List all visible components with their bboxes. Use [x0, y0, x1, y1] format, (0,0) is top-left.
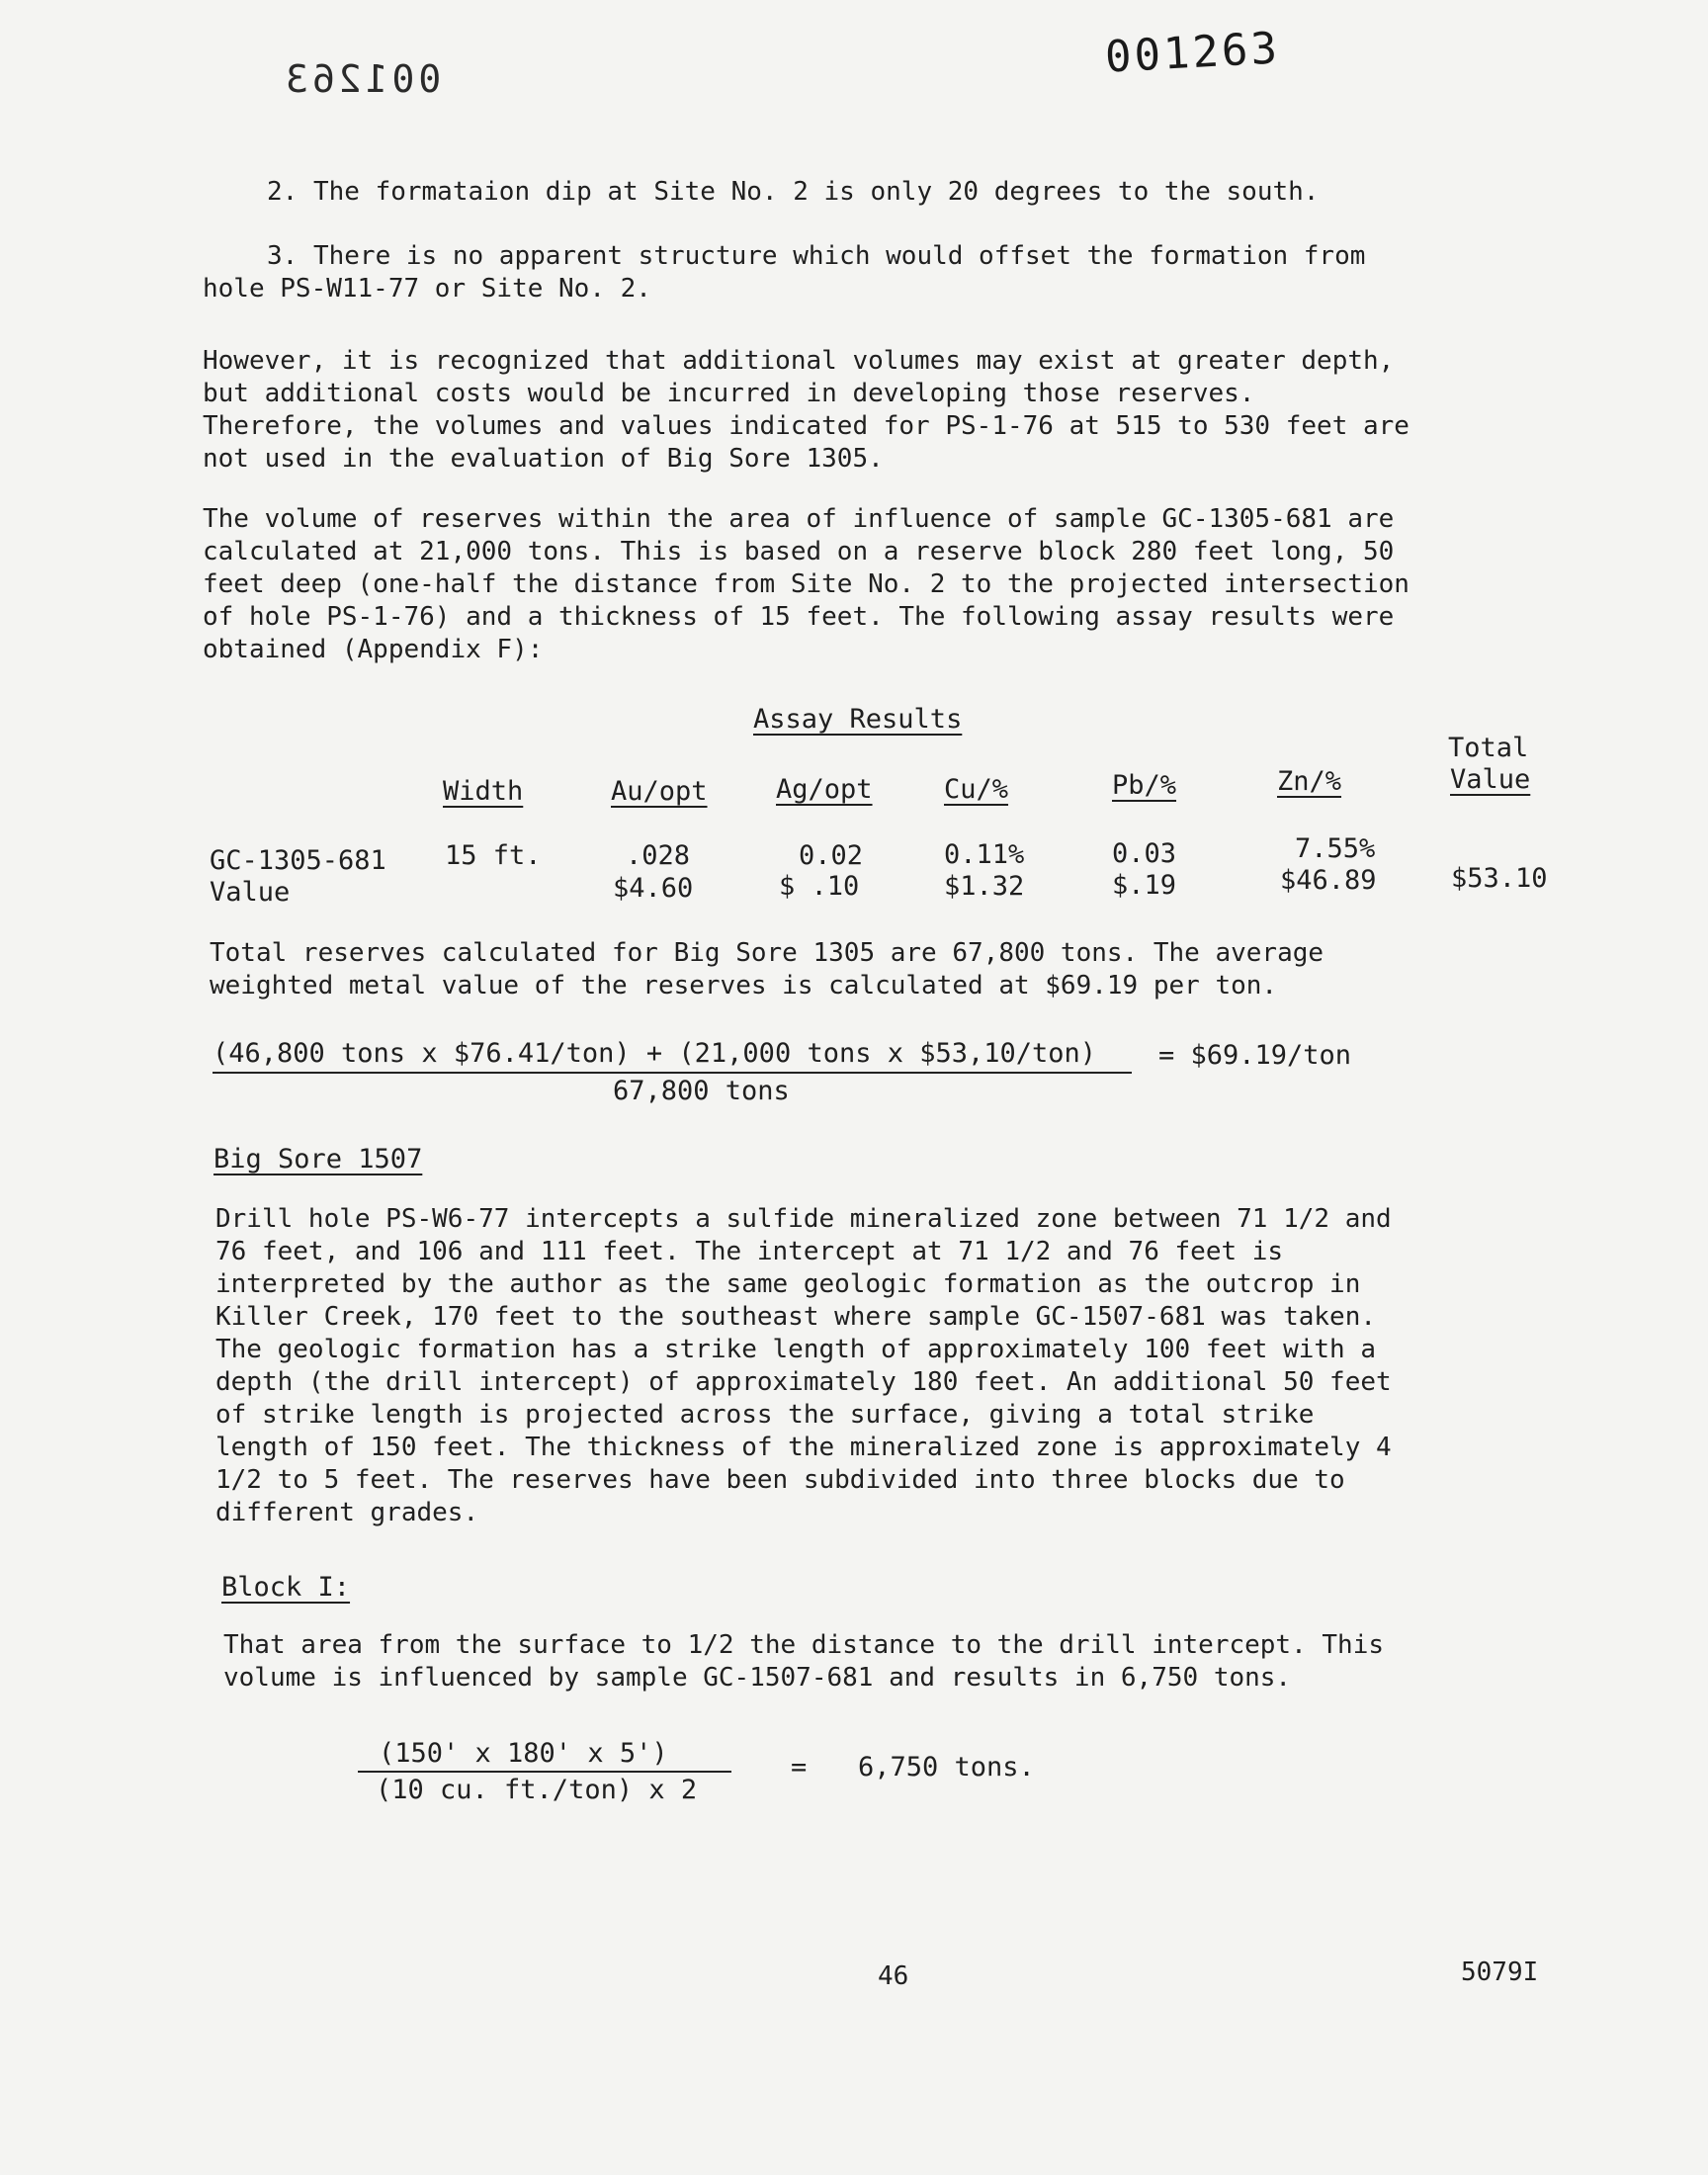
formula2-result: 6,750 tons.: [858, 1752, 1035, 1783]
text-line: Killer Creek, 170 feet to the southeast where sample GC-1507-681 was taken.: [215, 1302, 1376, 1332]
text-line: The volume of reserves within the area of influence of sample GC-1305-681 are: [203, 504, 1395, 534]
cell-ag: 0.02: [799, 840, 864, 871]
document-code: 5079I: [1461, 1958, 1539, 1987]
cell-width: 15 ft.: [445, 840, 542, 871]
text-line: The geologic formation has a strike length of approximately 100 feet with a: [215, 1335, 1376, 1364]
page-number: 46: [878, 1961, 909, 1991]
cell-au: $4.60: [613, 873, 694, 904]
text-line: depth (the drill intercept) of approximately 180 feet. An additional 50 feet: [215, 1367, 1392, 1397]
text-line: obtained (Appendix F):: [203, 635, 544, 664]
text-line: 3. There is no apparent structure which would offset the formation from: [267, 241, 1366, 271]
formula2-numerator: (150' x 180' x 5'): [379, 1738, 668, 1769]
assay-table-title: Assay Results: [753, 704, 963, 735]
text-line: length of 150 feet. The thickness of the mineralized zone is approximately 4: [215, 1433, 1392, 1462]
point-2: [203, 176, 1507, 209]
cell-pb: 0.03: [1112, 838, 1177, 869]
col-header-ag: Ag/opt: [776, 774, 873, 805]
text-line: weighted metal value of the reserves is calculated at $69.19 per ton.: [210, 971, 1278, 1000]
col-header-zn: Zn/%: [1277, 766, 1342, 797]
formula2-fraction-bar: [358, 1771, 731, 1773]
text-line: calculated at 21,000 tons. This is based on a reserve block 280 feet long, 50: [203, 537, 1395, 566]
col-header-total-bottom: Value: [1450, 764, 1531, 795]
row-label: Value: [210, 877, 291, 908]
formula-result: = $69.19/ton: [1158, 1040, 1352, 1071]
text-line: but additional costs would be incurred in developing those reserves.: [203, 379, 1255, 408]
text-line: Therefore, the volumes and values indicated for PS-1-76 at 515 to 530 feet are: [203, 411, 1409, 441]
text-line: However, it is recognized that additional volumes may exist at greater depth,: [203, 346, 1395, 376]
paragraph-volume: [203, 503, 1507, 666]
text-line: volume is influenced by sample GC-1507-681 and results in 6,750 tons.: [223, 1663, 1292, 1693]
formula-numerator: (46,800 tons x $76.41/ton) + (21,000 tons x $53,10/ton): [213, 1038, 1097, 1069]
bates-stamp: 001263: [1103, 23, 1282, 83]
text-line: 1/2 to 5 feet. The reserves have been subdivided into three blocks due to: [215, 1465, 1345, 1495]
formula-denominator: 67,800 tons: [613, 1076, 790, 1106]
mirrored-bates-stamp: 001263: [282, 57, 442, 101]
section-heading: Big Sore 1507: [214, 1144, 423, 1174]
col-header-total-top: Total: [1448, 733, 1529, 763]
col-header-pb: Pb/%: [1112, 770, 1177, 801]
cell-zn: 7.55%: [1295, 833, 1376, 864]
cell-au: .028: [626, 840, 691, 871]
text-line: of hole PS-1-76) and a thickness of 15 feet. The following assay results were: [203, 602, 1395, 632]
row-label: GC-1305-681: [210, 845, 386, 876]
text-line: hole PS-W11-77 or Site No. 2.: [203, 274, 651, 304]
formula-fraction-bar: [213, 1072, 1132, 1074]
text-line: different grades.: [215, 1498, 479, 1527]
cell-cu: 0.11%: [944, 839, 1025, 870]
text-line: of strike length is projected across the surface, giving a total strike: [215, 1400, 1315, 1430]
text-line: interpreted by the author as the same geologic formation as the outcrop in: [215, 1269, 1361, 1299]
col-header-width: Width: [443, 776, 524, 807]
point-3: [203, 240, 1507, 305]
text-line: not used in the evaluation of Big Sore 1305.: [203, 444, 884, 474]
text-line: feet deep (one-half the distance from Site No. 2 to the projected intersection: [203, 569, 1409, 599]
cell-zn: $46.89: [1280, 865, 1377, 896]
cell-pb: $.19: [1112, 870, 1177, 901]
text-line: 76 feet, and 106 and 111 feet. The intercept at 71 1/2 and 76 feet is: [215, 1237, 1284, 1266]
paragraph-drill-hole: [215, 1203, 1520, 1529]
paragraph-however: [203, 345, 1507, 476]
block-heading: Block I:: [221, 1572, 351, 1603]
paragraph-block-1: [223, 1629, 1528, 1695]
col-header-au: Au/opt: [611, 776, 708, 807]
text-line: Drill hole PS-W6-77 intercepts a sulfide mineralized zone between 71 1/2 and: [215, 1204, 1392, 1234]
text-line: 2. The formataion dip at Site No. 2 is only 20 degrees to the south.: [267, 177, 1320, 207]
paragraph-total-reserves: [210, 937, 1514, 1002]
formula2-equals: =: [791, 1752, 808, 1783]
cell-ag: $ .10: [779, 871, 860, 902]
cell-total: $53.10: [1451, 863, 1548, 894]
formula2-denominator: (10 cu. ft./ton) x 2: [376, 1775, 698, 1805]
cell-cu: $1.32: [944, 871, 1025, 902]
text-line: Total reserves calculated for Big Sore 1305 are 67,800 tons. The average: [210, 938, 1324, 968]
col-header-cu: Cu/%: [944, 774, 1009, 805]
text-line: That area from the surface to 1/2 the distance to the drill intercept. This: [223, 1630, 1384, 1660]
